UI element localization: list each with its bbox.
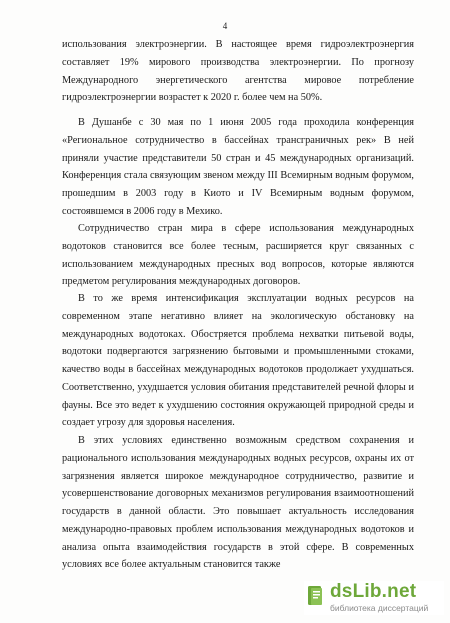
paragraph-block [62,114,414,221]
watermark-logo[interactable] [304,581,444,615]
paragraph: В Душанбе с 30 мая по 1 июня 2005 года проходила конференция «Региональное сотрудничество в бассейнах трансграничных рек» В ней приняли участие представители 50 стран и 45 международных организаций. Конференция стала связующим звеном между III Всемирным водным форумом, прошедшим в 2003 году в Киото и IV Всемирным водным форумом, состоявшемся в 2006 году в Мехико. [62,117,414,217]
paragraph-block [62,36,414,107]
page-number: 4 [222,21,228,31]
paragraph: Сотрудничество стран мира в сфере использования международных водотоков становится все более тесным, расширяется круг связанных с использованием международных пресных вод вопросов, которые являются предметом регулирования международных договоров. [62,223,414,288]
paragraph-block [62,290,414,432]
watermark-subtitle: библиотека диссертаций [330,603,429,613]
book-icon [306,584,326,608]
paragraph: В этих условиях единственно возможным средством сохранения и рационального использования международных водных ресурсов, охраны их от загрязнения является широкое международное сотрудничество, развитие и усовершенствование договорных механизмов регулирования взаимоотношений государств в данной области. Это повышает актуальность исследования международно-правовых проблем использования международных водотоков и анализа опыта взаимодействия государств в этой сфере. В современных условиях все более актуальным становится также [62,435,414,571]
paragraph-block [62,432,414,574]
watermark-brand: dsLib.net [330,581,417,602]
paragraph: В то же время интенсификация эксплуатации водных ресурсов на современном этапе негативно влияет на экологическую обстановку на международных водотоках. Обостряется проблема нехватки питьевой воды, водотоки подвергаются загрязнению бытовыми и промышленными стоками, качество воды в бассейнах международных водотоков продолжает ухудшаться. Соответственно, ухудшается условия обитания представителей речной флоры и фауны. Все это ведет к ухудшению состояния окружающей природной среды и создает угрозу для здоровья населения. [62,293,414,429]
paragraph: использования электроэнергии. В настоящее время гидроэлектроэнергия составляет 19% мирового производства электроэнергии. По прогнозу Международного энергетического агентства мировое потребление гидроэлектроэнергии возрастет к 2020 г. более чем на 50%. [62,39,414,104]
paragraph-block [62,220,414,291]
